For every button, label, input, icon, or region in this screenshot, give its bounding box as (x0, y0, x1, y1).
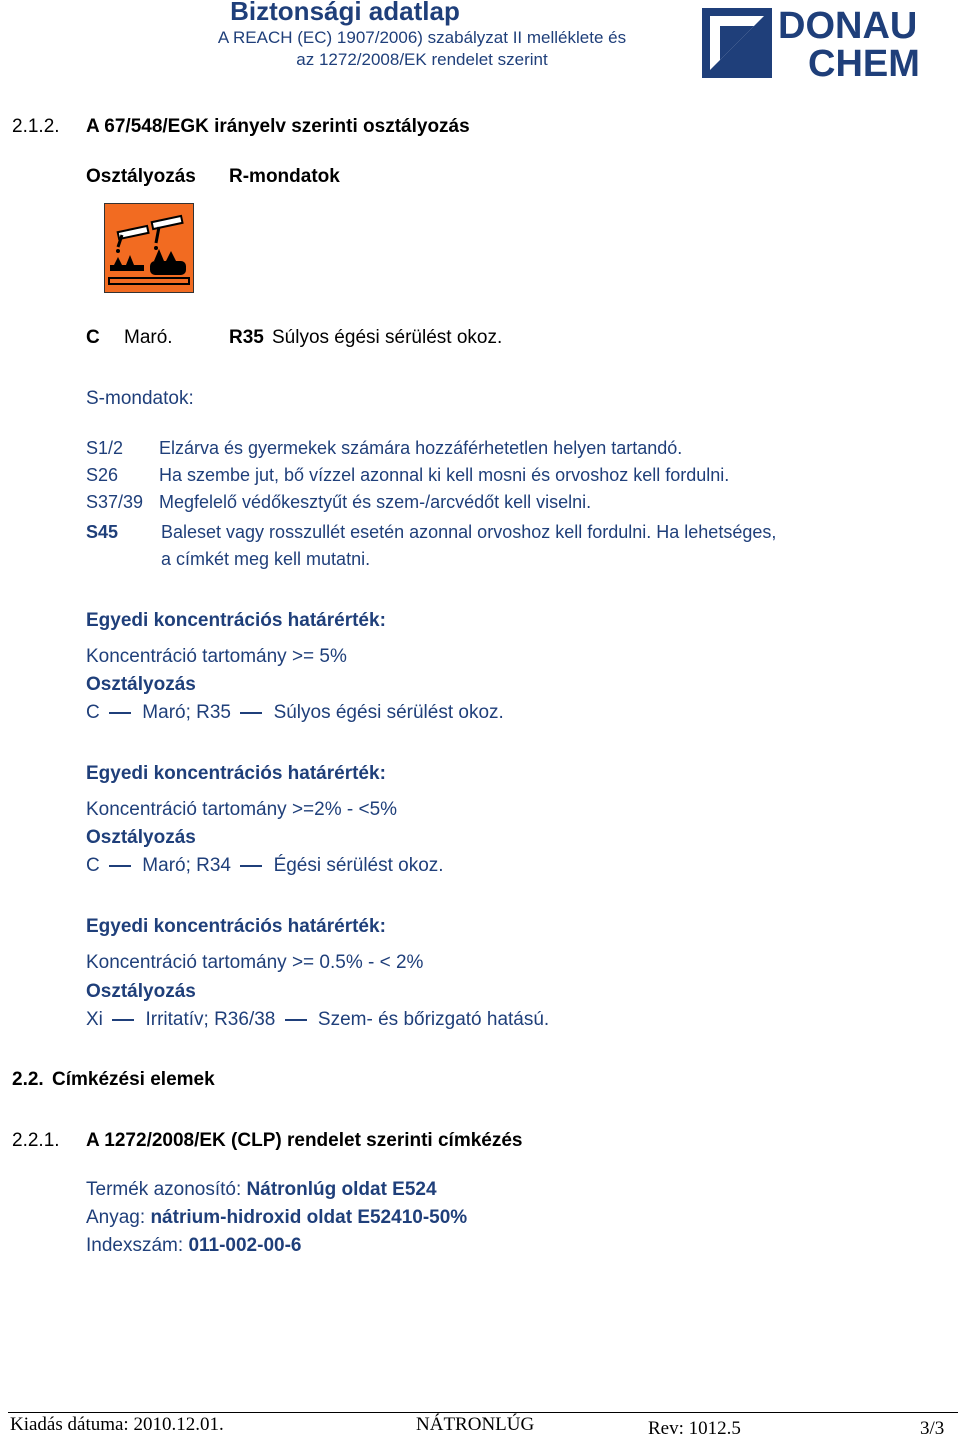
donau-chem-logo (700, 6, 946, 80)
r-phrase-text: Súlyos égési sérülést okoz. (272, 327, 503, 348)
footer-page-number: 3/3 (920, 1418, 945, 1439)
section-title: Címkézési elemek (52, 1069, 215, 1090)
index-number-label: Indexszám: (86, 1235, 189, 1256)
s-phrases-heading: S-mondatok: (86, 388, 194, 409)
concentration-range: Koncentráció tartomány >=2% - <5% (86, 799, 398, 820)
index-number (86, 1235, 301, 1257)
section-number: 2.2.1. (12, 1130, 60, 1151)
logo-text-bottom: CHEM (808, 43, 920, 80)
index-number-value: 011-002-00-6 (188, 1235, 302, 1256)
document-title: Biztonsági adatlap (230, 0, 460, 26)
concentration-limit-heading: Egyedi koncentrációs határérték: (86, 916, 386, 937)
dash-separator (109, 865, 131, 867)
classification-hazard-text: Súlyos égési sérülést okoz. (273, 702, 504, 723)
s-phrase-code: S1/2 (86, 438, 124, 458)
s-phrase-text: Baleset vagy rosszullét esetén azonnal orvoshoz kell fordulni. Ha lehetséges, (161, 522, 777, 542)
product-identifier (86, 1179, 437, 1201)
footer-issue-date: Kiadás dátuma: 2010.12.01. (10, 1414, 224, 1435)
dash-separator (112, 1019, 134, 1021)
classification-label: Osztályozás (86, 827, 196, 848)
column-header-classification: Osztályozás (86, 166, 196, 187)
section-title: A 67/548/EGK irányelv szerinti osztályozás (86, 116, 470, 137)
classification-code: Xi (86, 1009, 103, 1030)
concentration-limit-heading: Egyedi koncentrációs határérték: (86, 763, 386, 784)
s-phrase-code: S45 (86, 522, 119, 542)
header-subtitle-1: A REACH (EC) 1907/2006) szabályzat II melléklete és (217, 28, 627, 47)
classification-hazard-text: Szem- és bőrizgató hatású. (317, 1009, 550, 1030)
footer-product-name: NÁTRONLÚG (416, 1414, 535, 1435)
classification-hazard-text: Égési sérülést okoz. (273, 855, 444, 876)
substance (86, 1207, 467, 1229)
s-phrase-code: S26 (86, 465, 119, 485)
dash-separator (109, 712, 131, 714)
s-phrase-text-continued: a címkét meg kell mutatni. (161, 549, 371, 569)
classification-label: Osztályozás (86, 674, 196, 695)
s-phrase-text: Megfelelő védőkesztyűt és szem-/arcvédőt kell viselni. (159, 492, 592, 512)
footer-revision: Rev: 1012.5 (648, 1418, 741, 1439)
product-identifier-value: Nátronlúg oldat E524 (246, 1179, 437, 1200)
s-phrase-code: S37/39 (86, 492, 144, 512)
classification-name: Maró. (124, 327, 173, 348)
concentration-limit-heading: Egyedi koncentrációs határérték: (86, 610, 386, 631)
classification-r-phrase: Irritatív; R36/38 (145, 1009, 276, 1030)
product-identifier-label: Termék azonosító: (86, 1179, 247, 1200)
logo-text-top: DONAU (778, 6, 918, 47)
classification-code: C (86, 855, 100, 876)
classification-line (86, 855, 444, 877)
classification-r-phrase: Maró; R35 (142, 702, 231, 723)
section-number: 2.2. (12, 1069, 44, 1090)
section-title: A 1272/2008/EK (CLP) rendelet szerinti címkézés (86, 1130, 523, 1151)
s-phrase-text: Elzárva és gyermekek számára hozzáférhetetlen helyen tartandó. (159, 438, 683, 458)
footer-divider (8, 1412, 958, 1413)
substance-value: nátrium-hidroxid oldat E52410-50% (150, 1207, 468, 1228)
classification-code: C (86, 327, 100, 348)
classification-line (86, 702, 504, 724)
section-number: 2.1.2. (12, 116, 60, 137)
classification-r-phrase: Maró; R34 (142, 855, 231, 876)
concentration-range: Koncentráció tartomány >= 5% (86, 646, 347, 667)
classification-label: Osztályozás (86, 981, 196, 1002)
s-phrase-text: Ha szembe jut, bő vízzel azonnal ki kell mosni és orvoshoz kell fordulni. (159, 465, 730, 485)
classification-line (86, 1009, 549, 1031)
dash-separator (285, 1019, 307, 1021)
concentration-range: Koncentráció tartomány >= 0.5% - < 2% (86, 952, 424, 973)
substance-label: Anyag: (86, 1207, 151, 1228)
dash-separator (240, 865, 262, 867)
corrosive-pictogram-icon (104, 203, 194, 293)
dash-separator (240, 712, 262, 714)
r-phrase-code: R35 (229, 327, 264, 348)
classification-code: C (86, 702, 100, 723)
column-header-r-phrases: R-mondatok (229, 166, 340, 187)
header-subtitle-2: az 1272/2008/EK rendelet szerint (296, 50, 548, 69)
